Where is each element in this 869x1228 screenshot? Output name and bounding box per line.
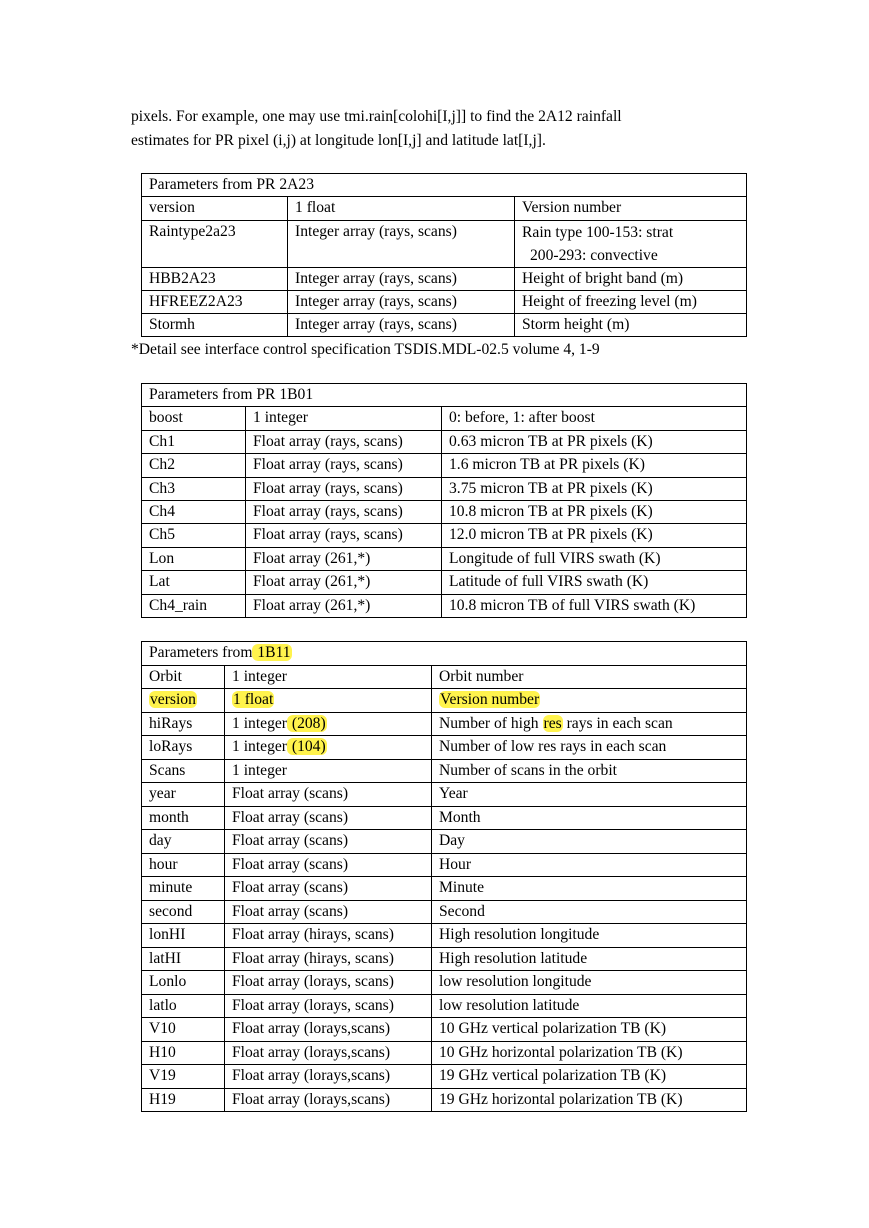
cell-type: Float array (hirays, scans) [225,924,432,948]
cell-type: Integer array (rays, scans) [288,267,515,290]
description-line-2: 200-293: convective [530,246,658,264]
table-row [142,547,747,570]
cell-name: latHI [142,947,225,971]
cell-type: Float array (scans) [225,877,432,901]
cell-type: Integer array (rays, scans) [288,220,515,267]
plain-text: Number of high [439,714,543,732]
table-row [142,806,747,830]
cell-description: Storm height (m) [515,314,747,337]
cell-description: 10 GHz horizontal polarization TB (K) [432,1041,747,1065]
table-row [142,712,747,736]
cell-description: 0.63 micron TB at PR pixels (K) [442,430,747,453]
table-row [142,500,747,523]
table-row [142,524,747,547]
cell-type: Float array (rays, scans) [246,454,442,477]
cell-description: Day [432,830,747,854]
table-row [142,783,747,807]
cell-name: hour [142,853,225,877]
cell-description: Number of low res rays in each scan [432,736,747,760]
table-row [142,736,747,760]
cell-description: Height of freezing level (m) [515,290,747,313]
table-row [142,830,747,854]
table-1b11 [141,641,747,1112]
footnote: *Detail see interface control specification TSDIS.MDL-02.5 volume 4, 1-9 [131,341,600,358]
description-line-1: Rain type 100-153: strat [522,223,674,241]
cell-description: High resolution longitude [432,924,747,948]
cell-name: hiRays [142,712,225,736]
table-row [142,454,747,477]
cell-name: Lon [142,547,246,570]
cell-type: Integer array (rays, scans) [288,314,515,337]
cell-description: Year [432,783,747,807]
cell-description: Second [432,900,747,924]
cell-description [432,712,747,736]
cell-name: Ch3 [142,477,246,500]
cell-description: High resolution latitude [432,947,747,971]
cell-type: Float array (lorays,scans) [225,1041,432,1065]
cell-description: 10.8 micron TB at PR pixels (K) [442,500,747,523]
cell-type: Float array (rays, scans) [246,477,442,500]
cell-name: H10 [142,1041,225,1065]
table-row [142,971,747,995]
cell-description: low resolution latitude [432,994,747,1018]
cell-description: Month [432,806,747,830]
cell-name: version [142,197,288,220]
table-row [142,947,747,971]
cell-type [225,689,432,713]
cell-name: loRays [142,736,225,760]
cell-type: Float array (scans) [225,830,432,854]
cell-name: Lat [142,571,246,594]
cell-type: Float array (scans) [225,900,432,924]
cell-type: 1 integer [225,759,432,783]
table-row [142,594,747,617]
table-row [142,571,747,594]
cell-description: Number of scans in the orbit [432,759,747,783]
table-row [142,477,747,500]
cell-description: 19 GHz horizontal polarization TB (K) [432,1088,747,1112]
table-row [142,689,747,713]
cell-type: 1 float [288,197,515,220]
table-row [142,267,747,290]
highlighted-text: res [543,714,562,732]
table-row [142,220,747,267]
cell-type: Float array (lorays, scans) [225,971,432,995]
table-pr-2a23 [141,173,747,337]
title-prefix: Parameters from [149,644,253,661]
intro-line-2: estimates for PR pixel (i,j) at longitude lon[I,j] and latitude lat[I,j]. [131,131,546,149]
cell-type: 1 integer [225,665,432,689]
cell-name: Ch5 [142,524,246,547]
cell-description: 19 GHz vertical polarization TB (K) [432,1065,747,1089]
table-row [142,900,747,924]
cell-description: 0: before, 1: after boost [442,407,747,430]
cell-name: boost [142,407,246,430]
cell-name: lonHI [142,924,225,948]
cell-name: year [142,783,225,807]
cell-name [142,689,225,713]
cell-type: Float array (rays, scans) [246,430,442,453]
cell-name: month [142,806,225,830]
cell-name: Ch4_rain [142,594,246,617]
cell-description [515,220,747,267]
cell-name: minute [142,877,225,901]
table-title: Parameters from PR 1B01 [142,384,747,407]
cell-name: Scans [142,759,225,783]
cell-description: Orbit number [432,665,747,689]
cell-name: Raintype2a23 [142,220,288,267]
cell-name: Stormh [142,314,288,337]
title-highlight: 1B11 [253,644,291,661]
cell-type: 1 integer [246,407,442,430]
cell-description: Hour [432,853,747,877]
table-row [142,290,747,313]
plain-text: 1 integer [232,738,287,755]
cell-name: Lonlo [142,971,225,995]
cell-description [432,689,747,713]
cell-description: 10.8 micron TB of full VIRS swath (K) [442,594,747,617]
cell-description: 10 GHz vertical polarization TB (K) [432,1018,747,1042]
cell-type: Float array (lorays,scans) [225,1065,432,1089]
cell-name: Ch1 [142,430,246,453]
intro-line-1: pixels. For example, one may use tmi.rain[colohi[I,j]] to find the 2A12 rainfall [131,108,622,125]
cell-name: second [142,900,225,924]
cell-name: latlo [142,994,225,1018]
cell-type: Float array (scans) [225,783,432,807]
table-title [142,642,747,666]
cell-description: Minute [432,877,747,901]
cell-type: Float array (lorays, scans) [225,994,432,1018]
highlighted-text: Version number [440,691,540,708]
table-row [142,759,747,783]
table-row [142,1018,747,1042]
table-row [142,853,747,877]
table-row [142,430,747,453]
table-row [142,665,747,689]
cell-name: HFREEZ2A23 [142,290,288,313]
table-row [142,994,747,1018]
cell-type [225,736,432,760]
cell-name: H19 [142,1088,225,1112]
table-row [142,197,747,220]
cell-description: Version number [515,197,747,220]
highlighted-text: 1 float [233,691,274,708]
intro-paragraph [131,105,741,152]
cell-name: Ch4 [142,500,246,523]
cell-description: Longitude of full VIRS swath (K) [442,547,747,570]
table-row [142,1088,747,1112]
cell-name: Orbit [142,665,225,689]
cell-type: Integer array (rays, scans) [288,290,515,313]
cell-type: Float array (lorays,scans) [225,1088,432,1112]
cell-description: low resolution longitude [432,971,747,995]
cell-type: Float array (lorays,scans) [225,1018,432,1042]
table-row [142,1065,747,1089]
cell-type: Float array (261,*) [246,547,442,570]
plain-text: rays in each scan [562,714,673,732]
highlighted-text: version [150,691,196,708]
highlighted-text: (208) [288,714,326,732]
cell-type: Float array (scans) [225,806,432,830]
cell-description: 1.6 micron TB at PR pixels (K) [442,454,747,477]
table-row [142,924,747,948]
highlighted-text: (104) [288,738,326,755]
cell-type [225,712,432,736]
cell-description: 12.0 micron TB at PR pixels (K) [442,524,747,547]
cell-name: HBB2A23 [142,267,288,290]
table-pr-1b01 [141,383,747,618]
cell-type: Float array (hirays, scans) [225,947,432,971]
cell-type: Float array (261,*) [246,594,442,617]
cell-name: day [142,830,225,854]
table-row [142,877,747,901]
cell-description: Height of bright band (m) [515,267,747,290]
cell-type: Float array (rays, scans) [246,524,442,547]
cell-name: V19 [142,1065,225,1089]
cell-type: Float array (rays, scans) [246,500,442,523]
cell-description: 3.75 micron TB at PR pixels (K) [442,477,747,500]
cell-type: Float array (261,*) [246,571,442,594]
cell-type: Float array (scans) [225,853,432,877]
cell-description: Latitude of full VIRS swath (K) [442,571,747,594]
cell-name: Ch2 [142,454,246,477]
table-title: Parameters from PR 2A23 [142,174,747,197]
table-row [142,407,747,430]
cell-name: V10 [142,1018,225,1042]
table-row [142,1041,747,1065]
plain-text: 1 integer [232,714,287,732]
table-row [142,314,747,337]
